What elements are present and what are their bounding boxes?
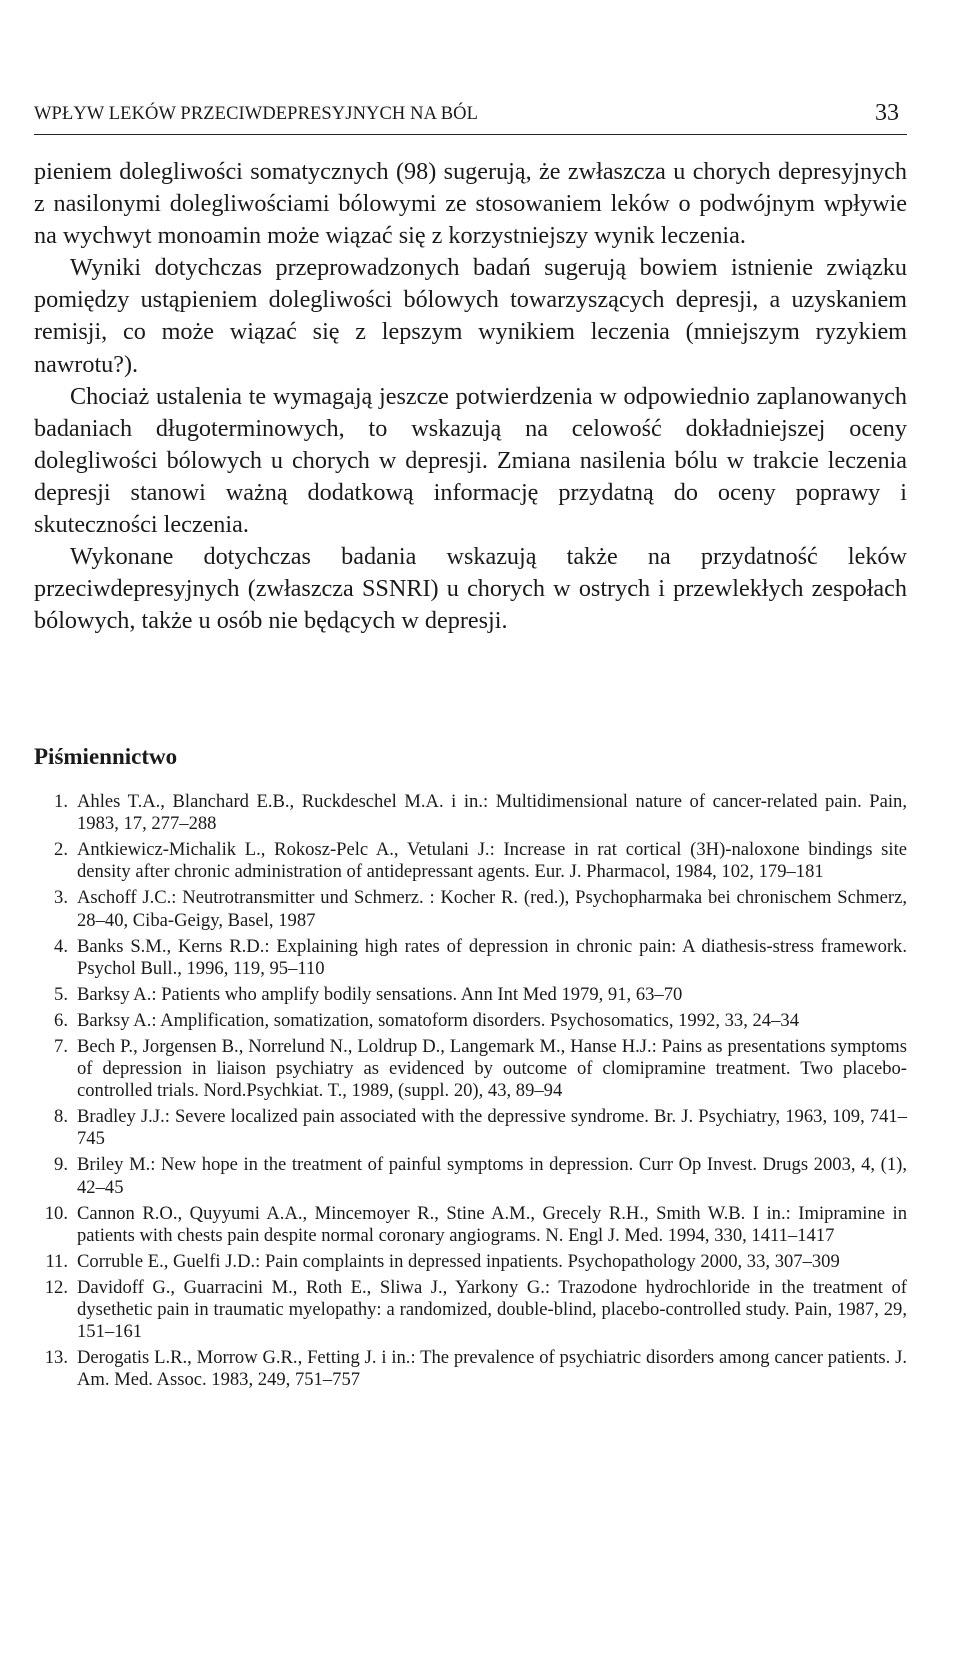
reference-text: Derogatis L.R., Morrow G.R., Fetting J. i in.: The prevalence of psychiatric disorders among cancer patients. J. Am. Med. Assoc. 1983, 249, 751–757 bbox=[77, 1347, 907, 1391]
body-paragraph: Wyniki dotychczas przeprowadzonych badań sugerują bowiem istnienie związku pomiędzy ustąpieniem dolegliwości bólowych towarzyszących depresji, a uzyskaniem remisji, co może wiązać się z lepszym wynikiem leczenia (mniejszym ryzykiem nawrotu?). bbox=[34, 254, 907, 378]
reference-number: 2. bbox=[54, 839, 68, 861]
references-heading: Piśmiennictwo bbox=[34, 744, 178, 769]
reference-item bbox=[34, 936, 907, 980]
reference-text: Ahles T.A., Blanchard E.B., Ruckdeschel M.A. i in.: Multidimensional nature of cancer-related pain. Pain, 1983, 17, 277–288 bbox=[77, 791, 907, 835]
reference-item bbox=[34, 1010, 907, 1032]
running-header-title: WPŁYW LEKÓW PRZECIWDEPRESYJNYCH NA BÓL bbox=[34, 104, 479, 124]
reference-item bbox=[34, 1203, 907, 1247]
page-number: 33 bbox=[875, 100, 899, 126]
reference-text: Briley M.: New hope in the treatment of painful symptoms in depression. Curr Op Invest. Drugs 2003, 4, (1), 42–45 bbox=[77, 1154, 907, 1198]
body-paragraph: pieniem dolegliwości somatycznych (98) sugerują, że zwłaszcza u chorych depresyjnych z nasilonymi dolegliwościami bólowymi ze stosowaniem leków o podwójnym wpływie na wychwyt monoamin może wiązać się z korzystniejszy wynik leczenia. bbox=[34, 158, 907, 250]
reference-number: 12. bbox=[44, 1276, 68, 1298]
reference-number: 6. bbox=[54, 1009, 68, 1031]
reference-number: 1. bbox=[54, 791, 68, 812]
running-header bbox=[34, 100, 907, 135]
reference-number: 7. bbox=[54, 1035, 68, 1057]
reference-number: 8. bbox=[54, 1106, 68, 1128]
reference-number: 13. bbox=[44, 1347, 68, 1369]
reference-item bbox=[34, 1251, 907, 1273]
reference-item bbox=[34, 1106, 907, 1150]
reference-item bbox=[34, 887, 907, 931]
reference-item bbox=[34, 1154, 907, 1198]
reference-text: Cannon R.O., Quyyumi A.A., Mincemoyer R., Stine A.M., Grecely R.H., Smith W.B. I in.: Imipramine in patients with chests pain despite normal coronary angiograms. N. Engl J. Med. 1994, 330, 1411–1417 bbox=[77, 1202, 907, 1246]
reference-text: Barksy A.: Patients who amplify bodily sensations. Ann Int Med 1979, 91, 63–70 bbox=[77, 983, 683, 1005]
reference-text: Bradley J.J.: Severe localized pain associated with the depressive syndrome. Br. J. Psychiatry, 1963, 109, 741–745 bbox=[77, 1106, 907, 1150]
reference-item bbox=[34, 1036, 907, 1103]
reference-number: 5. bbox=[54, 983, 68, 1005]
reference-item bbox=[34, 1277, 907, 1344]
reference-number: 10. bbox=[44, 1202, 68, 1224]
body-text bbox=[34, 156, 907, 637]
reference-text: Bech P., Jorgensen B., Norrelund N., Loldrup D., Langemark M., Hanse H.J.: Pains as presentations symptoms of depression in liaison psychiatry as evidenced by outcome of clomipramine treatment. Two placebo-controlled trials. Nord.Psychkiat. T., 1989, (suppl. 20), 43, 89–94 bbox=[77, 1035, 907, 1102]
reference-item bbox=[34, 1347, 907, 1391]
reference-item bbox=[34, 791, 907, 835]
reference-text: Davidoff G., Guarracini M., Roth E., Sliwa J., Yarkony G.: Trazodone hydrochloride in the treatment of dysethetic pain in traumatic myelopathy: a randomized, double-blind, placebo-controlled study. Pain, 1987, 29, 151–161 bbox=[77, 1276, 907, 1343]
body-paragraph: Wykonane dotychczas badania wskazują także na przydatność leków przeciwdepresyjnych (zwłaszcza SSNRI) u chorych w ostrych i przewlekłych zespołach bólowych, także u osób nie będących w depresji. bbox=[34, 543, 907, 635]
reference-item bbox=[34, 984, 907, 1006]
reference-number: 9. bbox=[54, 1154, 68, 1176]
reference-number: 4. bbox=[54, 935, 68, 957]
reference-text: Banks S.M., Kerns R.D.: Explaining high rates of depression in chronic pain: A diathesis-stress framework. Psychol Bull., 1996, 119, 95–110 bbox=[77, 935, 907, 979]
reference-item bbox=[34, 839, 907, 883]
body-paragraph: Chociaż ustalenia te wymagają jeszcze potwierdzenia w odpowiednio zaplanowanych badaniach długoterminowych, to wskazują na celowość dokładniejszej oceny dolegliwości bólowych u chorych w depresji. Zmiana nasilenia bólu w trakcie leczenia depresji stanowi ważną dodatkową informację przydatną do oceny poprawy i skuteczności leczenia. bbox=[34, 382, 907, 539]
reference-list bbox=[34, 791, 907, 1395]
reference-text: Aschoff J.C.: Neutrotransmitter und Schmerz. : Kocher R. (red.), Psychopharmaka bei chronischem Schmerz, 28–40, Ciba-Geigy, Basel, 1987 bbox=[77, 887, 907, 931]
reference-text: Barksy A.: Amplification, somatization, somatoform disorders. Psychosomatics, 1992, 33, 24–34 bbox=[77, 1009, 799, 1031]
reference-text: Antkiewicz-Michalik L., Rokosz-Pelc A., Vetulani J.: Increase in rat cortical (3H)-naloxone bindings site density after chronic administration of antidepressant agents. Eur. J. Pharmacol, 1984, 102, 179–181 bbox=[77, 839, 907, 883]
reference-number: 11. bbox=[45, 1250, 68, 1272]
reference-number: 3. bbox=[54, 887, 68, 909]
reference-text: Corruble E., Guelfi J.D.: Pain complaints in depressed inpatients. Psychopathology 2000, 33, 307–309 bbox=[77, 1250, 840, 1272]
